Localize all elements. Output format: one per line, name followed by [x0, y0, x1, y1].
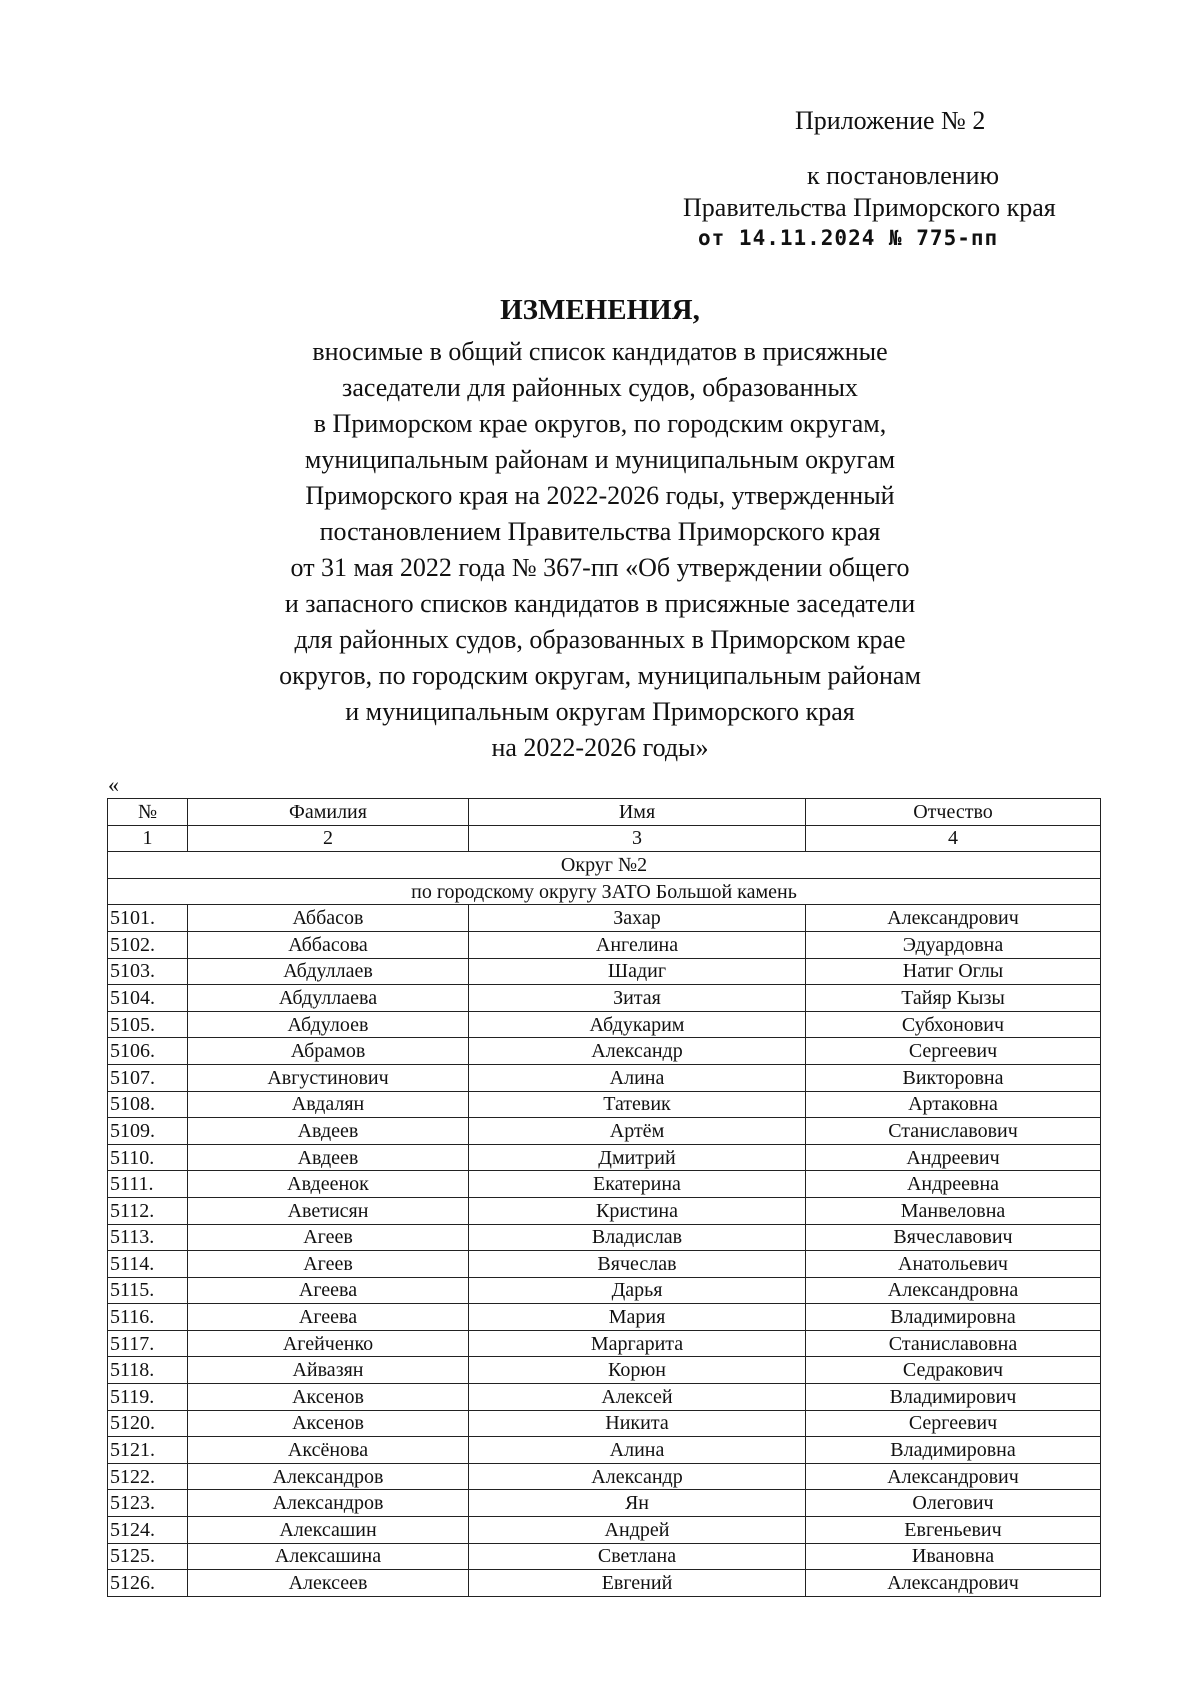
table-row — [108, 1543, 1101, 1570]
row-number: 5113. — [108, 1224, 188, 1251]
row-number: 5112. — [108, 1197, 188, 1224]
table-row — [108, 1330, 1101, 1357]
patronymic-cell: Анатольевич — [806, 1251, 1101, 1278]
surname-cell: Аксенов — [188, 1410, 469, 1437]
description-line: для районных судов, образованных в Приморском крае — [294, 625, 906, 654]
patronymic-cell: Андреевна — [806, 1171, 1101, 1198]
table-row — [108, 1171, 1101, 1198]
row-number: 5122. — [108, 1463, 188, 1490]
surname-cell: Абрамов — [188, 1038, 469, 1065]
row-number: 5105. — [108, 1011, 188, 1038]
table-row — [108, 1064, 1101, 1091]
name-cell: Андрей — [469, 1517, 806, 1544]
resolution-line: к постановлению — [806, 161, 1000, 190]
date-number-stamp: от 14.11.2024 № 775-пп — [698, 226, 999, 250]
table-row — [108, 1437, 1101, 1464]
name-cell: Алексей — [469, 1384, 806, 1411]
name-cell: Вячеслав — [469, 1251, 806, 1278]
row-number: 5118. — [108, 1357, 188, 1384]
column-number-row — [108, 825, 1101, 852]
name-cell: Александр — [469, 1038, 806, 1065]
description-line: в Приморском крае округов, по городским округам, — [313, 409, 887, 438]
patronymic-cell: Артаковна — [806, 1091, 1101, 1118]
column-number: 4 — [806, 825, 1101, 852]
name-cell: Абдукарим — [469, 1011, 806, 1038]
patronymic-cell: Владимировна — [806, 1437, 1101, 1464]
description-line: и запасного списков кандидатов в присяжные заседатели — [284, 589, 916, 618]
surname-cell: Александров — [188, 1463, 469, 1490]
description-line: муниципальным районам и муниципальным округам — [304, 445, 896, 474]
name-cell: Татевик — [469, 1091, 806, 1118]
header-name: Имя — [469, 799, 806, 826]
surname-cell: Авдеев — [188, 1118, 469, 1145]
description-line: заседатели для районных судов, образованных — [342, 373, 858, 402]
subdistrict-title: по городскому округу ЗАТО Большой камень — [108, 878, 1101, 905]
surname-cell: Авдалян — [188, 1091, 469, 1118]
description-line: Приморского края на 2022-2026 годы, утвержденный — [305, 481, 895, 510]
patronymic-cell: Ивановна — [806, 1543, 1101, 1570]
name-cell: Екатерина — [469, 1171, 806, 1198]
name-cell: Ангелина — [469, 931, 806, 958]
surname-cell: Александров — [188, 1490, 469, 1517]
surname-cell: Агеев — [188, 1251, 469, 1278]
name-cell: Никита — [469, 1410, 806, 1437]
surname-cell: Аббасов — [188, 905, 469, 932]
document-title: ИЗМЕНЕНИЯ, — [500, 294, 700, 326]
surname-cell: Алексашин — [188, 1517, 469, 1544]
row-number: 5123. — [108, 1490, 188, 1517]
name-cell: Кристина — [469, 1197, 806, 1224]
appendix-label: Приложение № 2 — [795, 106, 986, 135]
patronymic-cell: Вячеславович — [806, 1224, 1101, 1251]
row-number: 5102. — [108, 931, 188, 958]
header-number: № — [108, 799, 188, 826]
row-number: 5108. — [108, 1091, 188, 1118]
name-cell: Маргарита — [469, 1330, 806, 1357]
resolution-reference — [683, 160, 1123, 224]
table-row — [108, 1144, 1101, 1171]
row-number: 5111. — [108, 1171, 188, 1198]
table-row — [108, 1357, 1101, 1384]
table-row — [108, 1277, 1101, 1304]
table-row — [108, 1384, 1101, 1411]
surname-cell: Аббасова — [188, 931, 469, 958]
description-line: постановлением Правительства Приморского края — [319, 517, 881, 546]
table-row — [108, 905, 1101, 932]
patronymic-cell: Станиславович — [806, 1118, 1101, 1145]
patronymic-cell: Владимировна — [806, 1304, 1101, 1331]
table-row — [108, 931, 1101, 958]
surname-cell: Алексеев — [188, 1570, 469, 1597]
surname-cell: Аксёнова — [188, 1437, 469, 1464]
patronymic-cell: Седракович — [806, 1357, 1101, 1384]
row-number: 5119. — [108, 1384, 188, 1411]
table-row — [108, 1091, 1101, 1118]
column-number: 3 — [469, 825, 806, 852]
row-number: 5107. — [108, 1064, 188, 1091]
surname-cell: Агейченко — [188, 1330, 469, 1357]
patronymic-cell: Олегович — [806, 1490, 1101, 1517]
patronymic-cell: Станиславовна — [806, 1330, 1101, 1357]
row-number: 5116. — [108, 1304, 188, 1331]
surname-cell: Алексашина — [188, 1543, 469, 1570]
surname-cell: Айвазян — [188, 1357, 469, 1384]
name-cell: Алина — [469, 1064, 806, 1091]
surname-cell: Агеева — [188, 1277, 469, 1304]
surname-cell: Абдуллаева — [188, 985, 469, 1012]
table-row — [108, 958, 1101, 985]
name-cell: Алина — [469, 1437, 806, 1464]
description-line: на 2022-2026 годы» — [491, 733, 709, 762]
table-row — [108, 1410, 1101, 1437]
patronymic-cell: Натиг Оглы — [806, 958, 1101, 985]
table-row — [108, 1011, 1101, 1038]
district-title: Округ №2 — [108, 852, 1101, 879]
name-cell: Зитая — [469, 985, 806, 1012]
row-number: 5115. — [108, 1277, 188, 1304]
table-row — [108, 1118, 1101, 1145]
patronymic-cell: Андреевич — [806, 1144, 1101, 1171]
name-cell: Шадиг — [469, 958, 806, 985]
row-number: 5104. — [108, 985, 188, 1012]
patronymic-cell: Субхонович — [806, 1011, 1101, 1038]
name-cell: Корюн — [469, 1357, 806, 1384]
row-number: 5120. — [108, 1410, 188, 1437]
patronymic-cell: Евгеньевич — [806, 1517, 1101, 1544]
row-number: 5117. — [108, 1330, 188, 1357]
patronymic-cell: Сергеевич — [806, 1410, 1101, 1437]
description-line: округов, по городским округам, муниципальным районам — [279, 661, 921, 690]
patronymic-cell: Манвеловна — [806, 1197, 1101, 1224]
patronymic-cell: Викторовна — [806, 1064, 1101, 1091]
row-number: 5114. — [108, 1251, 188, 1278]
row-number: 5124. — [108, 1517, 188, 1544]
name-cell: Владислав — [469, 1224, 806, 1251]
patronymic-cell: Тайяр Кызы — [806, 985, 1101, 1012]
surname-cell: Августинович — [188, 1064, 469, 1091]
name-cell: Дмитрий — [469, 1144, 806, 1171]
table-row — [108, 1197, 1101, 1224]
surname-cell: Аветисян — [188, 1197, 469, 1224]
table-row — [108, 1517, 1101, 1544]
surname-cell: Агеев — [188, 1224, 469, 1251]
header-patronymic: Отчество — [806, 799, 1101, 826]
table-row — [108, 1251, 1101, 1278]
surname-cell: Абдулоев — [188, 1011, 469, 1038]
name-cell: Артём — [469, 1118, 806, 1145]
surname-cell: Агеева — [188, 1304, 469, 1331]
surname-cell: Абдуллаев — [188, 958, 469, 985]
description-line: вносимые в общий список кандидатов в присяжные — [312, 337, 888, 366]
table-header-row — [108, 799, 1101, 826]
table-row — [108, 1304, 1101, 1331]
row-number: 5106. — [108, 1038, 188, 1065]
table-row — [108, 1463, 1101, 1490]
patronymic-cell: Эдуардовна — [806, 931, 1101, 958]
name-cell: Ян — [469, 1490, 806, 1517]
name-cell: Светлана — [469, 1543, 806, 1570]
row-number: 5101. — [108, 905, 188, 932]
government-line: Правительства Приморского края — [683, 193, 1056, 222]
patronymic-cell: Александрович — [806, 905, 1101, 932]
column-number: 2 — [188, 825, 469, 852]
description-line: от 31 мая 2022 года № 367-пп «Об утверждении общего — [290, 553, 910, 582]
name-cell: Евгений — [469, 1570, 806, 1597]
candidates-table — [107, 798, 1101, 1597]
surname-cell: Авдеев — [188, 1144, 469, 1171]
row-number: 5103. — [108, 958, 188, 985]
row-number: 5126. — [108, 1570, 188, 1597]
table-row — [108, 1490, 1101, 1517]
row-number: 5125. — [108, 1543, 188, 1570]
header-surname: Фамилия — [188, 799, 469, 826]
row-number: 5121. — [108, 1437, 188, 1464]
name-cell: Мария — [469, 1304, 806, 1331]
name-cell: Дарья — [469, 1277, 806, 1304]
patronymic-cell: Александрович — [806, 1570, 1101, 1597]
row-number: 5110. — [108, 1144, 188, 1171]
district-row — [108, 852, 1101, 879]
table-row — [108, 1038, 1101, 1065]
surname-cell: Авдеенок — [188, 1171, 469, 1198]
opening-quote: « — [108, 772, 119, 797]
table-row — [108, 985, 1101, 1012]
patronymic-cell: Сергеевич — [806, 1038, 1101, 1065]
patronymic-cell: Александровна — [806, 1277, 1101, 1304]
column-number: 1 — [108, 825, 188, 852]
name-cell: Захар — [469, 905, 806, 932]
table-row — [108, 1570, 1101, 1597]
description-line: и муниципальным округам Приморского края — [345, 697, 855, 726]
row-number: 5109. — [108, 1118, 188, 1145]
document-description — [200, 334, 1000, 766]
name-cell: Александр — [469, 1463, 806, 1490]
table-row — [108, 1224, 1101, 1251]
subdistrict-row — [108, 878, 1101, 905]
patronymic-cell: Владимирович — [806, 1384, 1101, 1411]
patronymic-cell: Александрович — [806, 1463, 1101, 1490]
surname-cell: Аксенов — [188, 1384, 469, 1411]
